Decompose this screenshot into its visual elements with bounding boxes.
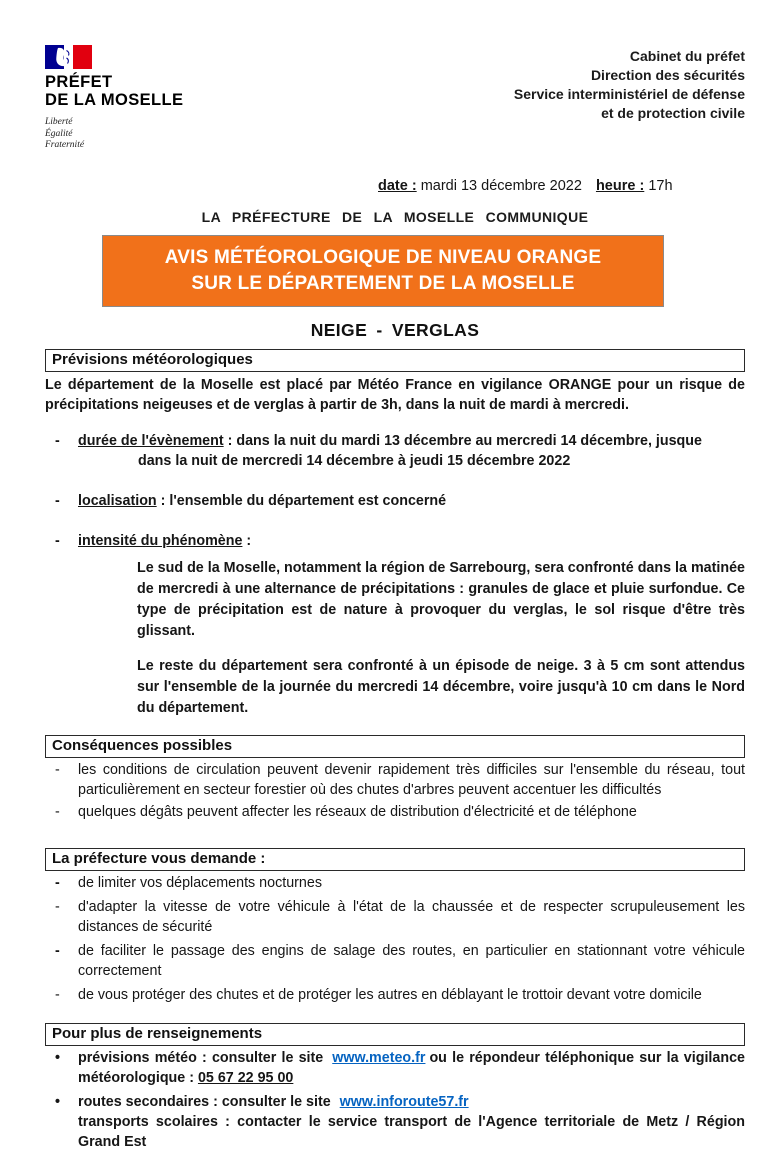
demande-item	[45, 985, 745, 1005]
info-text: prévisions météo : consulter le site	[78, 1049, 324, 1066]
bullet-text: l'ensemble du département est concerné	[169, 492, 447, 509]
motto-egalite: Égalité	[45, 128, 73, 139]
bullet-label: durée de l'évènement	[78, 432, 224, 449]
time-value: 17h	[648, 177, 673, 194]
alert-banner	[102, 235, 664, 307]
bullet-localisation: - localisation : l'ensemble du département est concerné	[45, 491, 745, 511]
demande-item	[45, 941, 745, 981]
bullet-duree: - durée de l'évènement : dans la nuit du mardi 13 décembre au mercredi 14 décembre, jusque dans la nuit de mercredi 14 décembre à jeudi 15 décembre 2022	[45, 431, 745, 471]
banner-line-1: AVIS MÉTÉOROLOGIQUE DE NIVEAU ORANGE	[164, 246, 602, 268]
consequence-text: les conditions de circulation peuvent devenir rapidement très difficiles sur l'ensemble du réseau, tout particulièrement en secteur forestier où des chutes d'arbres peuvent accentuer les difficultés	[78, 761, 745, 798]
motto-fraternite: Fraternité	[45, 140, 85, 150]
demande-text: de limiter vos déplacements nocturnes	[78, 874, 322, 891]
dash-marker: -	[55, 803, 60, 820]
info-item-meteo	[45, 1048, 745, 1088]
dash-marker: -	[55, 492, 60, 509]
service-line: Direction des sécurités	[590, 67, 745, 83]
date-line	[378, 178, 745, 194]
section-title-renseignements: Pour plus de renseignements	[45, 1023, 745, 1046]
prefecture-logo	[45, 45, 215, 152]
dash-marker: -	[55, 532, 60, 549]
bullet-label: intensité du phénomène	[78, 532, 243, 549]
dash-marker: -	[55, 432, 60, 449]
consequence-text: quelques dégâts peuvent affecter les réseaux de distribution d'électricité et de téléphone	[78, 803, 637, 820]
paragraph-reste-departement: Le reste du département sera confronté à un épisode de neige. 3 à 5 cm sont attendus sur l'ensemble de la journée du mercredi 14 décembre, voire jusqu'à 10 cm dans le Nord du département.	[137, 657, 745, 716]
dash-marker: -	[55, 761, 60, 778]
bullet-intensite: - intensité du phénomène :	[45, 531, 745, 551]
french-flag-marianne-icon	[45, 45, 92, 69]
section-title-demande: La préfecture vous demande :	[45, 848, 745, 871]
demande-item	[45, 873, 745, 893]
logo-title-line1: PRÉFET	[45, 73, 113, 91]
logo-motto	[45, 117, 215, 152]
dash-marker: -	[55, 898, 60, 915]
motto-liberte: Liberté	[45, 117, 73, 127]
bullet-text: dans la nuit du mardi 13 décembre au mercredi 14 décembre, jusque	[236, 432, 702, 449]
time-label: heure :	[595, 177, 645, 194]
bullet-marker: •	[55, 1093, 61, 1110]
bullet-text-continuation: dans la nuit de mercredi 14 décembre à jeudi 15 décembre 2022	[138, 452, 571, 469]
dash-marker: -	[55, 942, 60, 959]
inforoute57-link[interactable]: www.inforoute57.fr	[339, 1093, 469, 1110]
section-title-consequences: Conséquences possibles	[45, 735, 745, 758]
paragraph-sud-moselle: Le sud de la Moselle, notamment la région de Sarrebourg, sera confronté dans la matinée de mercredi à une alternance de précipitations : granules de glace et pluie surfondue. Ce type de précipitation est de nature à provoquer du verglas, le sol risque d'être très glissant.	[137, 559, 745, 639]
dash-marker: -	[55, 874, 60, 891]
demande-text: de faciliter le passage des engins de salage des routes, en particulier en stationnant votre véhicule correctement	[78, 942, 745, 979]
banner-line-2: SUR LE DÉPARTEMENT DE LA MOSELLE	[191, 272, 575, 294]
bullet-label: localisation	[78, 492, 157, 509]
document-header	[45, 45, 745, 152]
demande-text: d'adapter la vitesse de votre véhicule à l'état de la chaussée et de respecter scrupuleusement les distances de sécurité	[78, 898, 745, 935]
intro-paragraph: Le département de la Moselle est placé par Météo France en vigilance ORANGE pour un risque de précipitations neigeuses et de verglas à partir de 3h, dans la nuit de mardi à mercredi.	[45, 376, 745, 413]
section-title-previsions: Prévisions météorologiques	[45, 349, 745, 372]
service-line: Cabinet du préfet	[629, 48, 745, 64]
bullet-marker: •	[55, 1049, 61, 1066]
date-value: mardi 13 décembre 2022	[420, 177, 582, 194]
date-label: date :	[378, 177, 417, 194]
consequence-item	[45, 802, 745, 822]
phone-number: 05 67 22 95 00	[197, 1069, 294, 1086]
info-text: ou le répondeur téléphonique sur la vigilance météorologique :	[78, 1049, 745, 1086]
info-item-transports	[45, 1112, 745, 1152]
service-line: et de protection civile	[601, 105, 745, 121]
demande-text: de vous protéger des chutes et de protéger les autres en déblayant le trottoir devant votre domicile	[78, 986, 702, 1003]
info-text: transports scolaires : contacter le service transport de l'Agence territoriale de Metz / Région Grand Est	[78, 1113, 745, 1150]
communique-line: LA PRÉFECTURE DE LA MOSELLE COMMUNIQUE	[201, 208, 589, 225]
demande-item	[45, 897, 745, 937]
meteo-france-link[interactable]: www.meteo.fr	[332, 1049, 426, 1066]
info-item-routes	[45, 1092, 745, 1112]
consequence-item	[45, 760, 745, 800]
logo-title-line2: DE LA MOSELLE	[45, 91, 184, 109]
dash-marker: -	[55, 986, 60, 1003]
service-line: Service interministériel de défense	[513, 86, 745, 102]
phenomenon-title: NEIGE - VERGLAS	[310, 319, 480, 340]
info-text: routes secondaires : consulter le site	[78, 1093, 331, 1110]
issuing-service-block	[514, 45, 745, 123]
